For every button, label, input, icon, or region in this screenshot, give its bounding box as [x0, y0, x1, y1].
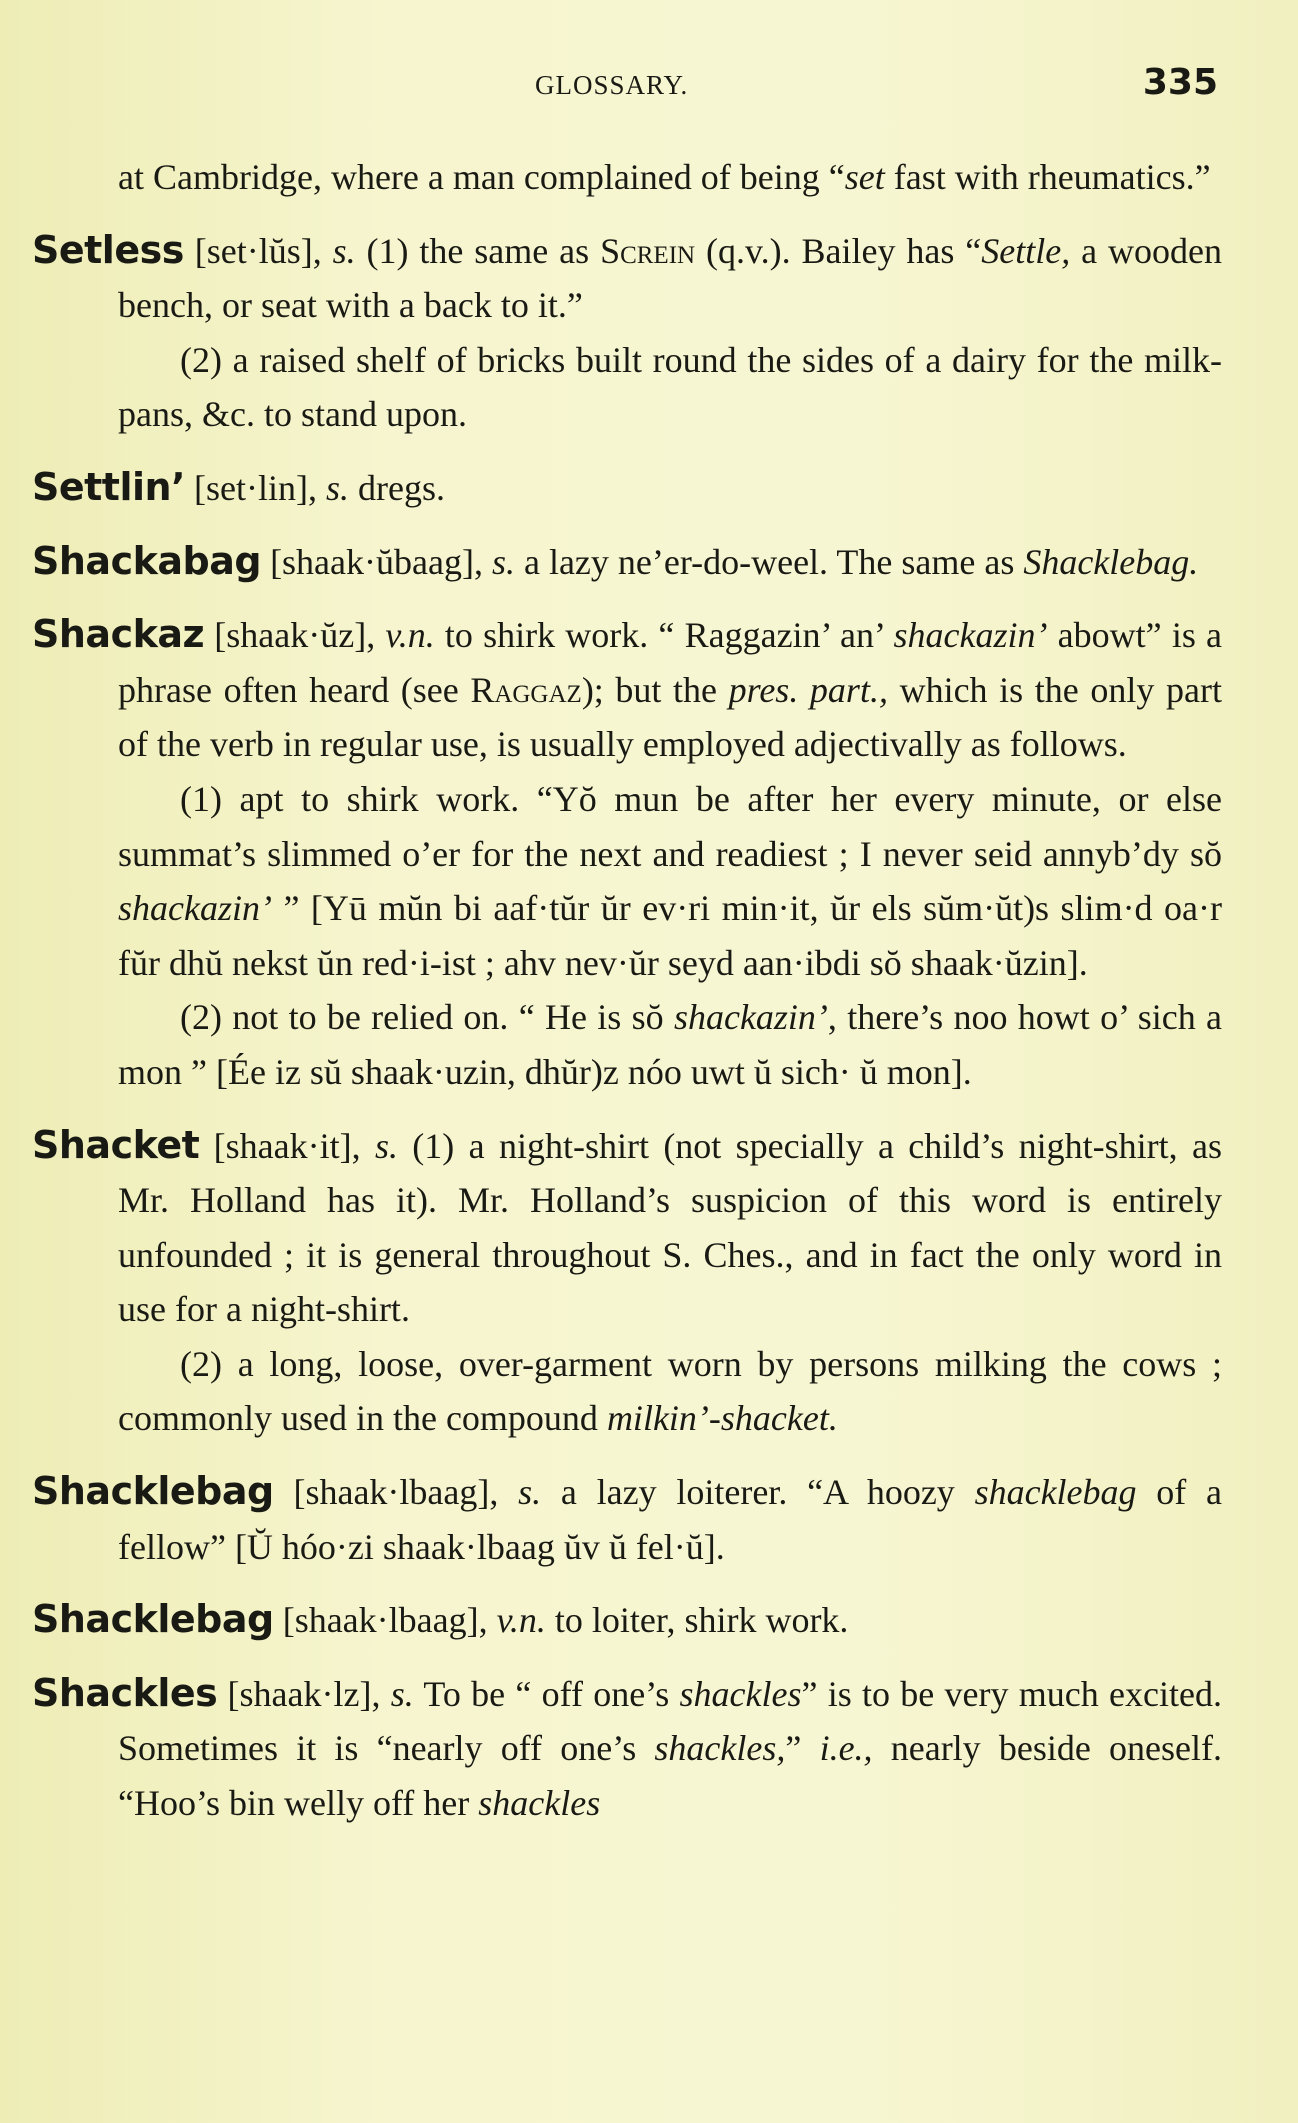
entry-shacket: Shacket [shaak·it], s. (1) a night-shirt (not specially a child’s night-shirt, as Mr. Holland has it). Mr. Holland’s suspicion of this word is entirely unfounded ; it is general throughout S. Ches., and in fact the only word in use for a night-shirt. — [32, 1122, 1222, 1330]
headword: Shackabag — [32, 538, 262, 583]
cross-reference: Shacklebag. — [1023, 541, 1199, 582]
headword: Shacklebag — [32, 1469, 274, 1514]
sense-paragraph: (1) apt to shirk work. “Yŏ mun be after her every minute, or else summat’s slimmed o’er for the next and readiest ; I never seid annyb’dy sŏ shackazin’ ” [Yū mŭn bi aaf·tŭr ŭr ev·ri min·it, ŭr els sŭm·ŭt)s slim·d oa·r fŭr dhŭ nekst ŭn red·i-ist ; ahv nev·ŭr seyd aan·ibdi sŏ shaak·ŭzin]. — [118, 778, 1222, 983]
headword: Shackaz — [32, 612, 205, 657]
entry-shacklebag-verb: Shacklebag [shaak·lbaag], v.n. to loiter, shirk work. — [32, 1597, 849, 1642]
headword: Shackles — [32, 1670, 218, 1715]
glossary-text — [32, 150, 1222, 1831]
cross-reference: Screin — [600, 230, 696, 271]
sense-paragraph: (2) a long, loose, over-garment worn by persons milking the cows ; commonly used in the compound milkin’-shacket. — [118, 1343, 1222, 1439]
entry-shacklebag-noun: Shacklebag [shaak·lbaag], s. a lazy loiterer. “A hoozy shacklebag of a fellow” [Ŭ hóo·zi shaak·lbaag ŭv ŭ fel·ŭ]. — [32, 1469, 1223, 1567]
sense-paragraph: (2) not to be relied on. “ He is sŏ shackazin’, there’s noo howt o’ sich a mon ” [Ée iz sŭ shaak·uzin, dhŭr)z nóo uwt ŭ sich· ŭ mon]. — [118, 997, 1222, 1092]
entry-setless: Setless [set·lŭs], s. (1) the same as Screin (q.v.). Bailey has “Settle, a wooden bench, or seat with a back to it.” — [32, 227, 1223, 326]
headword: Settlin’ — [32, 464, 186, 509]
running-header — [535, 62, 1218, 103]
headword: Shacket — [32, 1122, 200, 1167]
entry-shackles: Shackles [shaak·lz], s. To be “ off one’s shackles” is to be very much excited. Sometimes it is “nearly off one’s shackles,” i.e., nearly beside oneself. “Hoo’s bin welly off her shackles — [32, 1670, 1222, 1824]
running-title: GLOSSARY. — [535, 70, 689, 100]
entry-shackabag: Shackabag [shaak·ŭbaag], s. a lazy ne’er-do-weel. The same as Shacklebag. — [32, 538, 1199, 583]
headword: Setless — [32, 227, 184, 272]
entry-settlin: Settlin’ [set·lin], s. dregs. — [32, 464, 445, 509]
entry-shackaz: Shackaz [shaak·ŭz], v.n. to shirk work. “ Raggazin’ an’ shackazin’ abowt” is a phrase often heard (see Raggaz); but the pres. part., which is the only part of the verb in regular use, is usually employed adjectivally as follows. — [32, 612, 1222, 765]
sense-paragraph: (2) a raised shelf of bricks built round the sides of a dairy for the milk-pans, &c. to stand upon. — [118, 339, 1222, 435]
headword: Shacklebag — [32, 1597, 274, 1642]
continuation-paragraph: at Cambridge, where a man complained of being “set fast with rheumatics.” — [118, 157, 1211, 197]
cross-reference: Raggaz — [470, 669, 582, 710]
page-number: 335 — [1142, 62, 1218, 103]
